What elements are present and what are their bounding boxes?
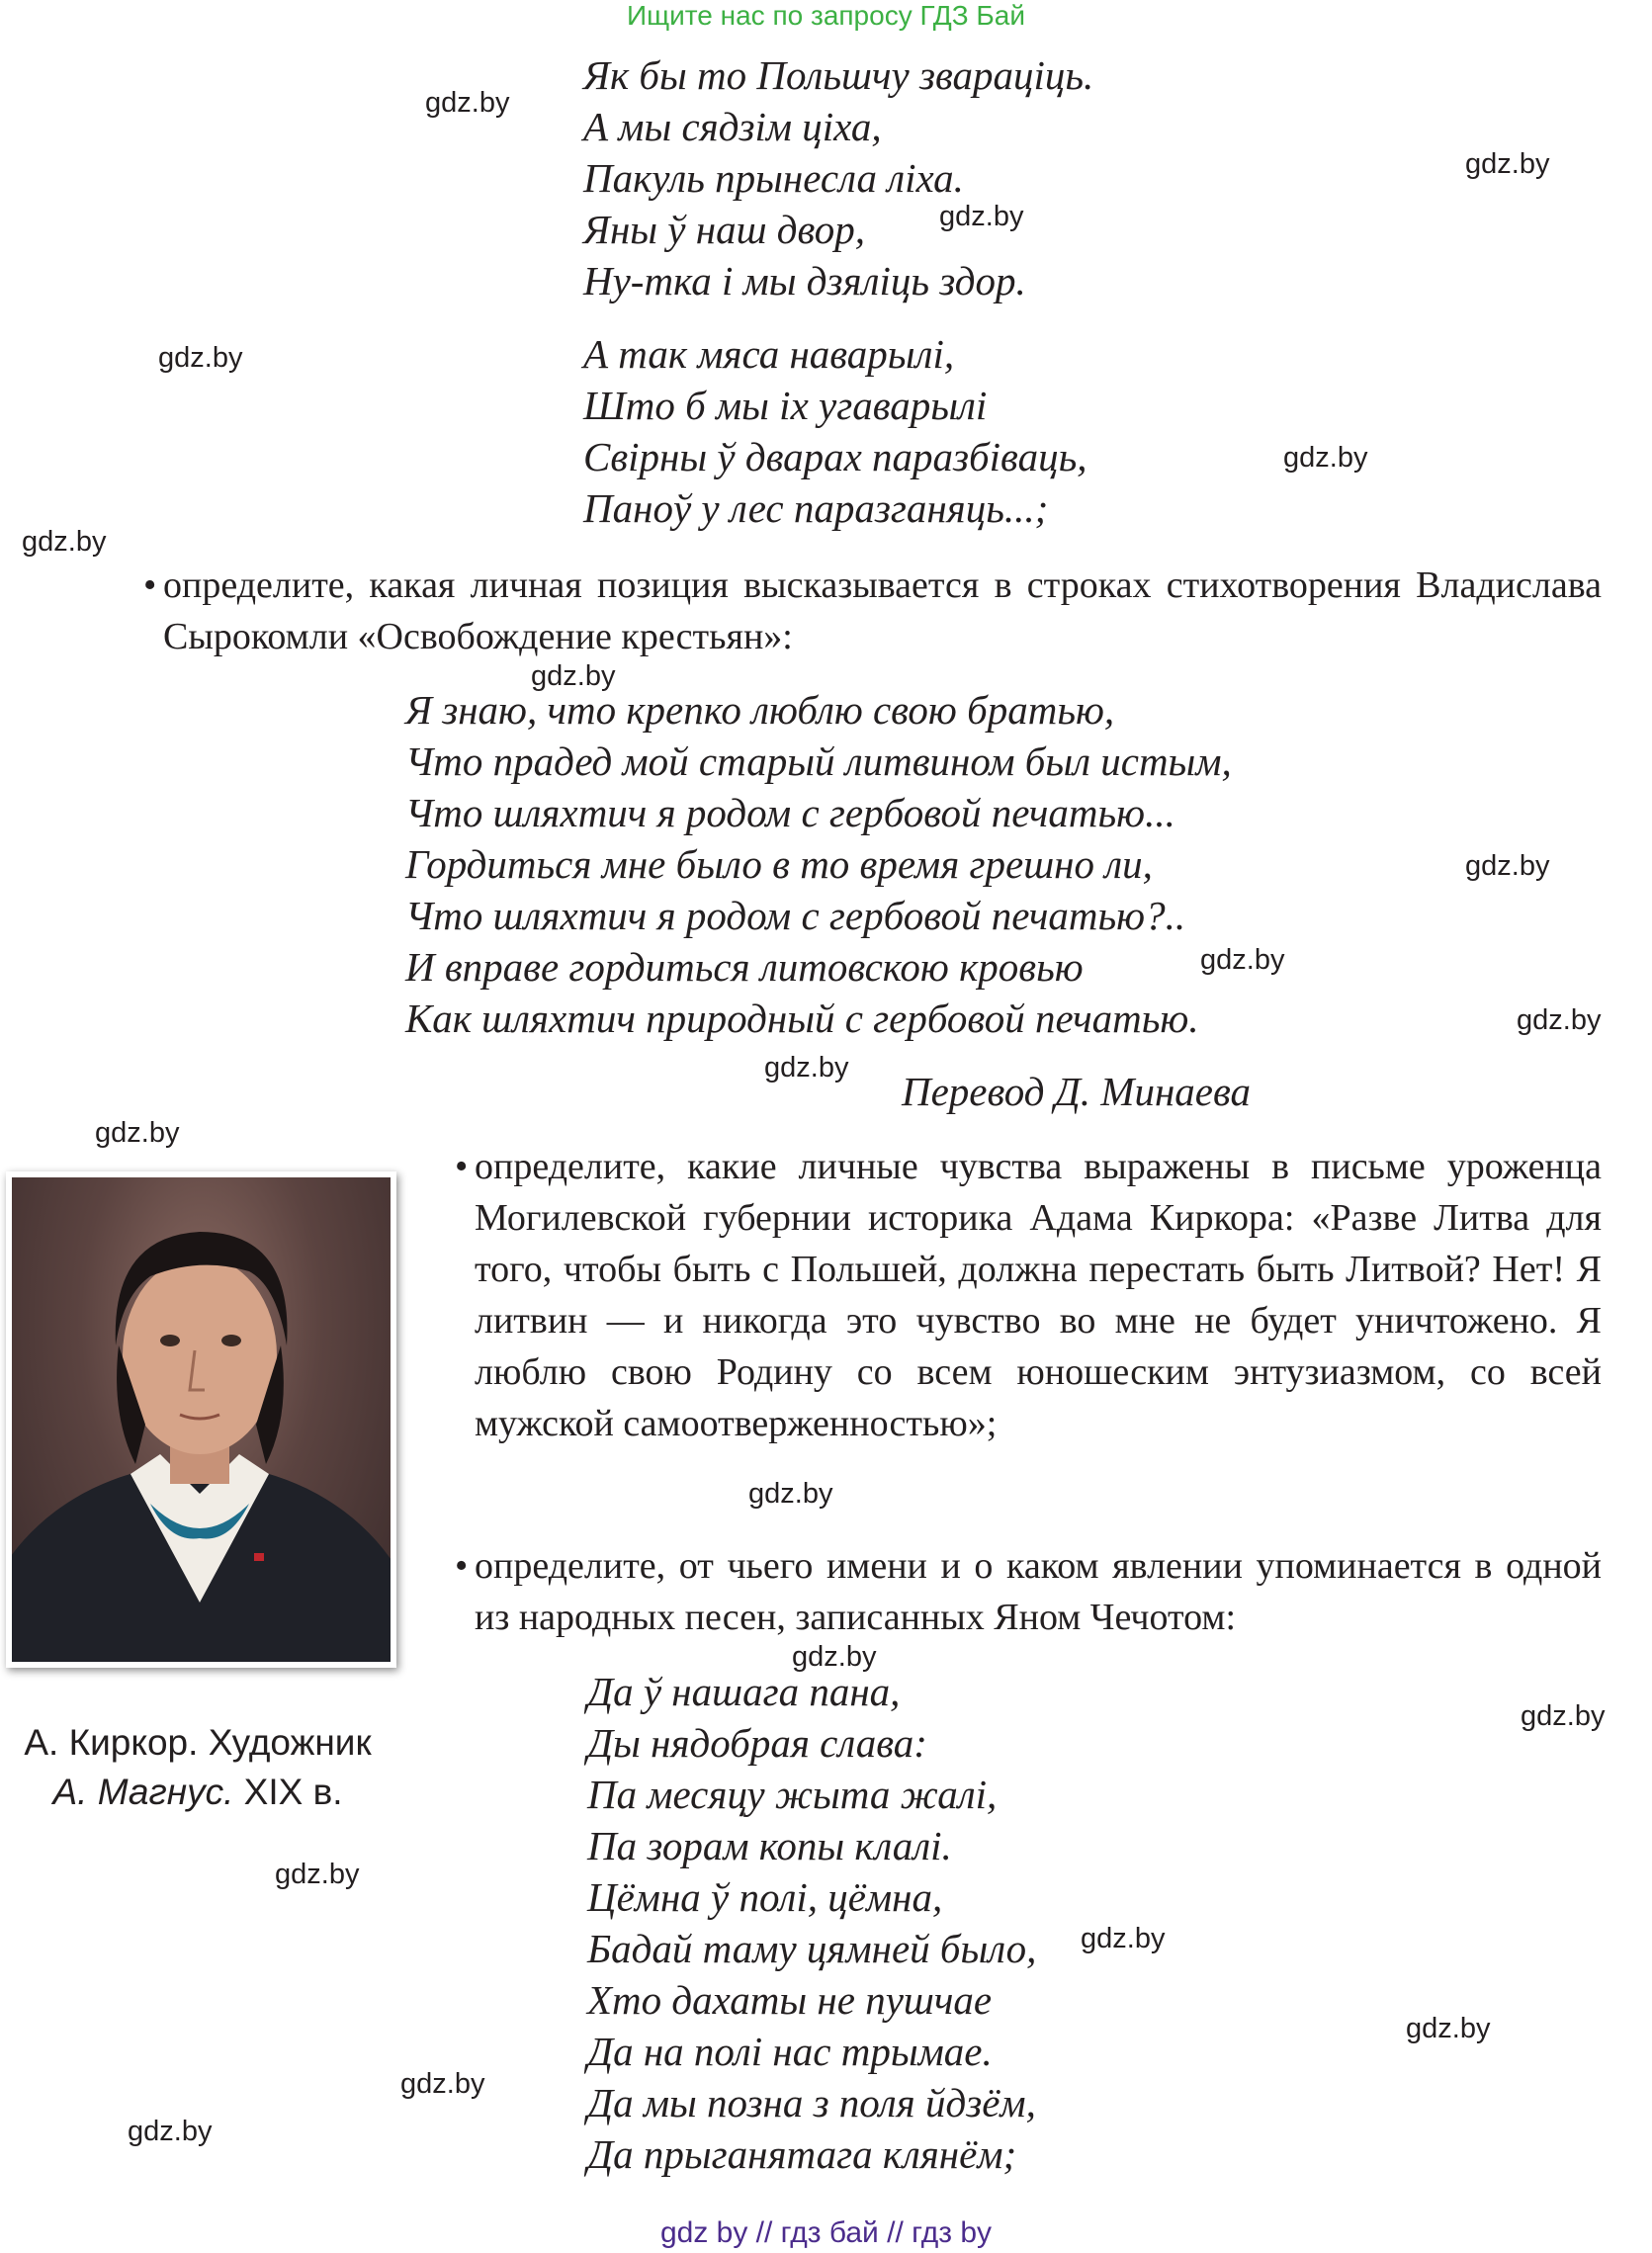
poem-line: Свiрны ў дварах паразбiваць, xyxy=(583,434,1087,479)
poem-line: Яны ў наш двор, xyxy=(583,207,866,252)
watermark: gdz.by xyxy=(792,1641,877,1673)
caption-line-1: А. Киркор. Художник xyxy=(24,1722,372,1763)
watermark: gdz.by xyxy=(128,2116,213,2147)
portrait-caption xyxy=(0,1718,395,1817)
poem-line: Да мы позна з поля йдзём, xyxy=(587,2080,1036,2125)
poem-line: Як бы то Польшчу зварацiць. xyxy=(583,52,1094,98)
watermark: gdz.by xyxy=(1200,944,1285,976)
poem-line: Паноў у лес паразганяць...; xyxy=(583,485,1049,531)
watermark: gdz.by xyxy=(1465,148,1550,180)
watermark: gdz.by xyxy=(531,660,616,692)
bullet-text: определите, от чьего имени и о каком явлении упоминается в одной из народных песен, записанных Яном Чечотом: xyxy=(475,1545,1602,1638)
poem-line: Пакуль прынесла лiха. xyxy=(583,155,964,201)
poem-belarusian-2 xyxy=(583,328,1087,534)
bullet-text: определите, какие личные чувства выражены в письме уроженца Могилевской губернии историка Адама Киркора: «Разве Литва для того, чтобы быть с Польшей, должна перестать быть Литвой? Нет! Я литвин — и никогда это чувство во мне не будет уничтожено. Я люблю свою Родину со всем юношеским энтузиазмом, со всей мужской самоотверженностью»; xyxy=(475,1146,1602,1444)
watermark: gdz.by xyxy=(400,2068,485,2100)
watermark: gdz.by xyxy=(95,1117,180,1149)
watermark: gdz.by xyxy=(1283,442,1368,474)
bullet-task-3 xyxy=(455,1540,1602,1643)
portrait-illustration xyxy=(12,1177,391,1662)
poem-line: Ды нядобрая слава: xyxy=(587,1720,927,1766)
poem-line: Ну-тка i мы дзяліць здор. xyxy=(583,258,1026,303)
watermark: gdz.by xyxy=(22,526,107,558)
poem-folk-song xyxy=(587,1666,1036,2180)
poem-line: Па месяцу жыта жалi, xyxy=(587,1772,998,1817)
poem-line: Да прыганятага клянём; xyxy=(587,2131,1017,2177)
poem-line: И вправе гордиться литовскою кровью xyxy=(405,944,1084,990)
poem-line: Я знаю, что крепко люблю свою братью, xyxy=(405,687,1115,733)
bullet-icon: • xyxy=(455,1545,469,1587)
caption-line-2 xyxy=(0,1768,395,1817)
watermark: gdz.by xyxy=(939,201,1024,232)
poem-belarusian-1 xyxy=(583,49,1093,306)
poem-line: Как шляхтич природный с гербовой печатью. xyxy=(405,996,1199,1041)
watermark: gdz.by xyxy=(425,87,510,119)
poem-line: Да ў нашага пана, xyxy=(587,1669,901,1714)
poem-line: Што б мы iх угаварылi xyxy=(583,383,988,428)
watermark: gdz.by xyxy=(275,1859,360,1890)
watermark: gdz.by xyxy=(1081,1923,1166,1954)
watermark: gdz.by xyxy=(1521,1700,1606,1732)
watermark: gdz.by xyxy=(764,1052,849,1083)
poem-line: Цёмна ў полi, цёмна, xyxy=(587,1874,943,1920)
poem-line: А мы сядзiм цiха, xyxy=(583,104,882,149)
poem-russian xyxy=(405,684,1232,1044)
poem-line: А так мяса наварылi, xyxy=(583,331,955,377)
poem-line: Па зорам копы клалi. xyxy=(587,1823,952,1868)
poem-line: Бадай таму цямней было, xyxy=(587,1926,1037,1971)
poem-line: Что шляхтич я родом с гербовой печатью... xyxy=(405,790,1175,835)
caption-artist: А. Магнус. xyxy=(52,1772,234,1812)
bullet-task-2 xyxy=(455,1141,1602,1449)
bullet-icon: • xyxy=(143,564,157,606)
poem-line: Гордиться мне было в то время грешно ли, xyxy=(405,841,1153,887)
bullet-task-1 xyxy=(143,560,1602,662)
poem-line: Хто дахаты не пушчае xyxy=(587,1977,993,2023)
translation-credit: Перевод Д. Минаева xyxy=(902,1069,1252,1114)
poem-line: Что шляхтич я родом с гербовой печатью?.. xyxy=(405,893,1186,938)
bullet-text: определите, какая личная позиция высказывается в строках стихотворения Владислава Сырокомли «Освобождение крестьян»: xyxy=(163,564,1602,657)
watermark: gdz.by xyxy=(1465,850,1550,882)
caption-century: XIX в. xyxy=(233,1772,343,1812)
bullet-icon: • xyxy=(455,1146,469,1187)
watermark: gdz.by xyxy=(158,342,243,374)
watermark: gdz.by xyxy=(1406,2013,1491,2044)
watermark: gdz.by xyxy=(1517,1004,1602,1036)
poem-line: Что прадед мой старый литвином был истым, xyxy=(405,738,1232,784)
portrait-image xyxy=(6,1171,396,1668)
top-banner[interactable]: Ищите нас по запросу ГДЗ Бай xyxy=(626,0,1026,31)
footer-links[interactable]: gdz by // гдз бай // гдз by xyxy=(659,2216,993,2249)
poem-line: Да на полi нас трымае. xyxy=(587,2029,993,2074)
watermark: gdz.by xyxy=(748,1478,833,1510)
